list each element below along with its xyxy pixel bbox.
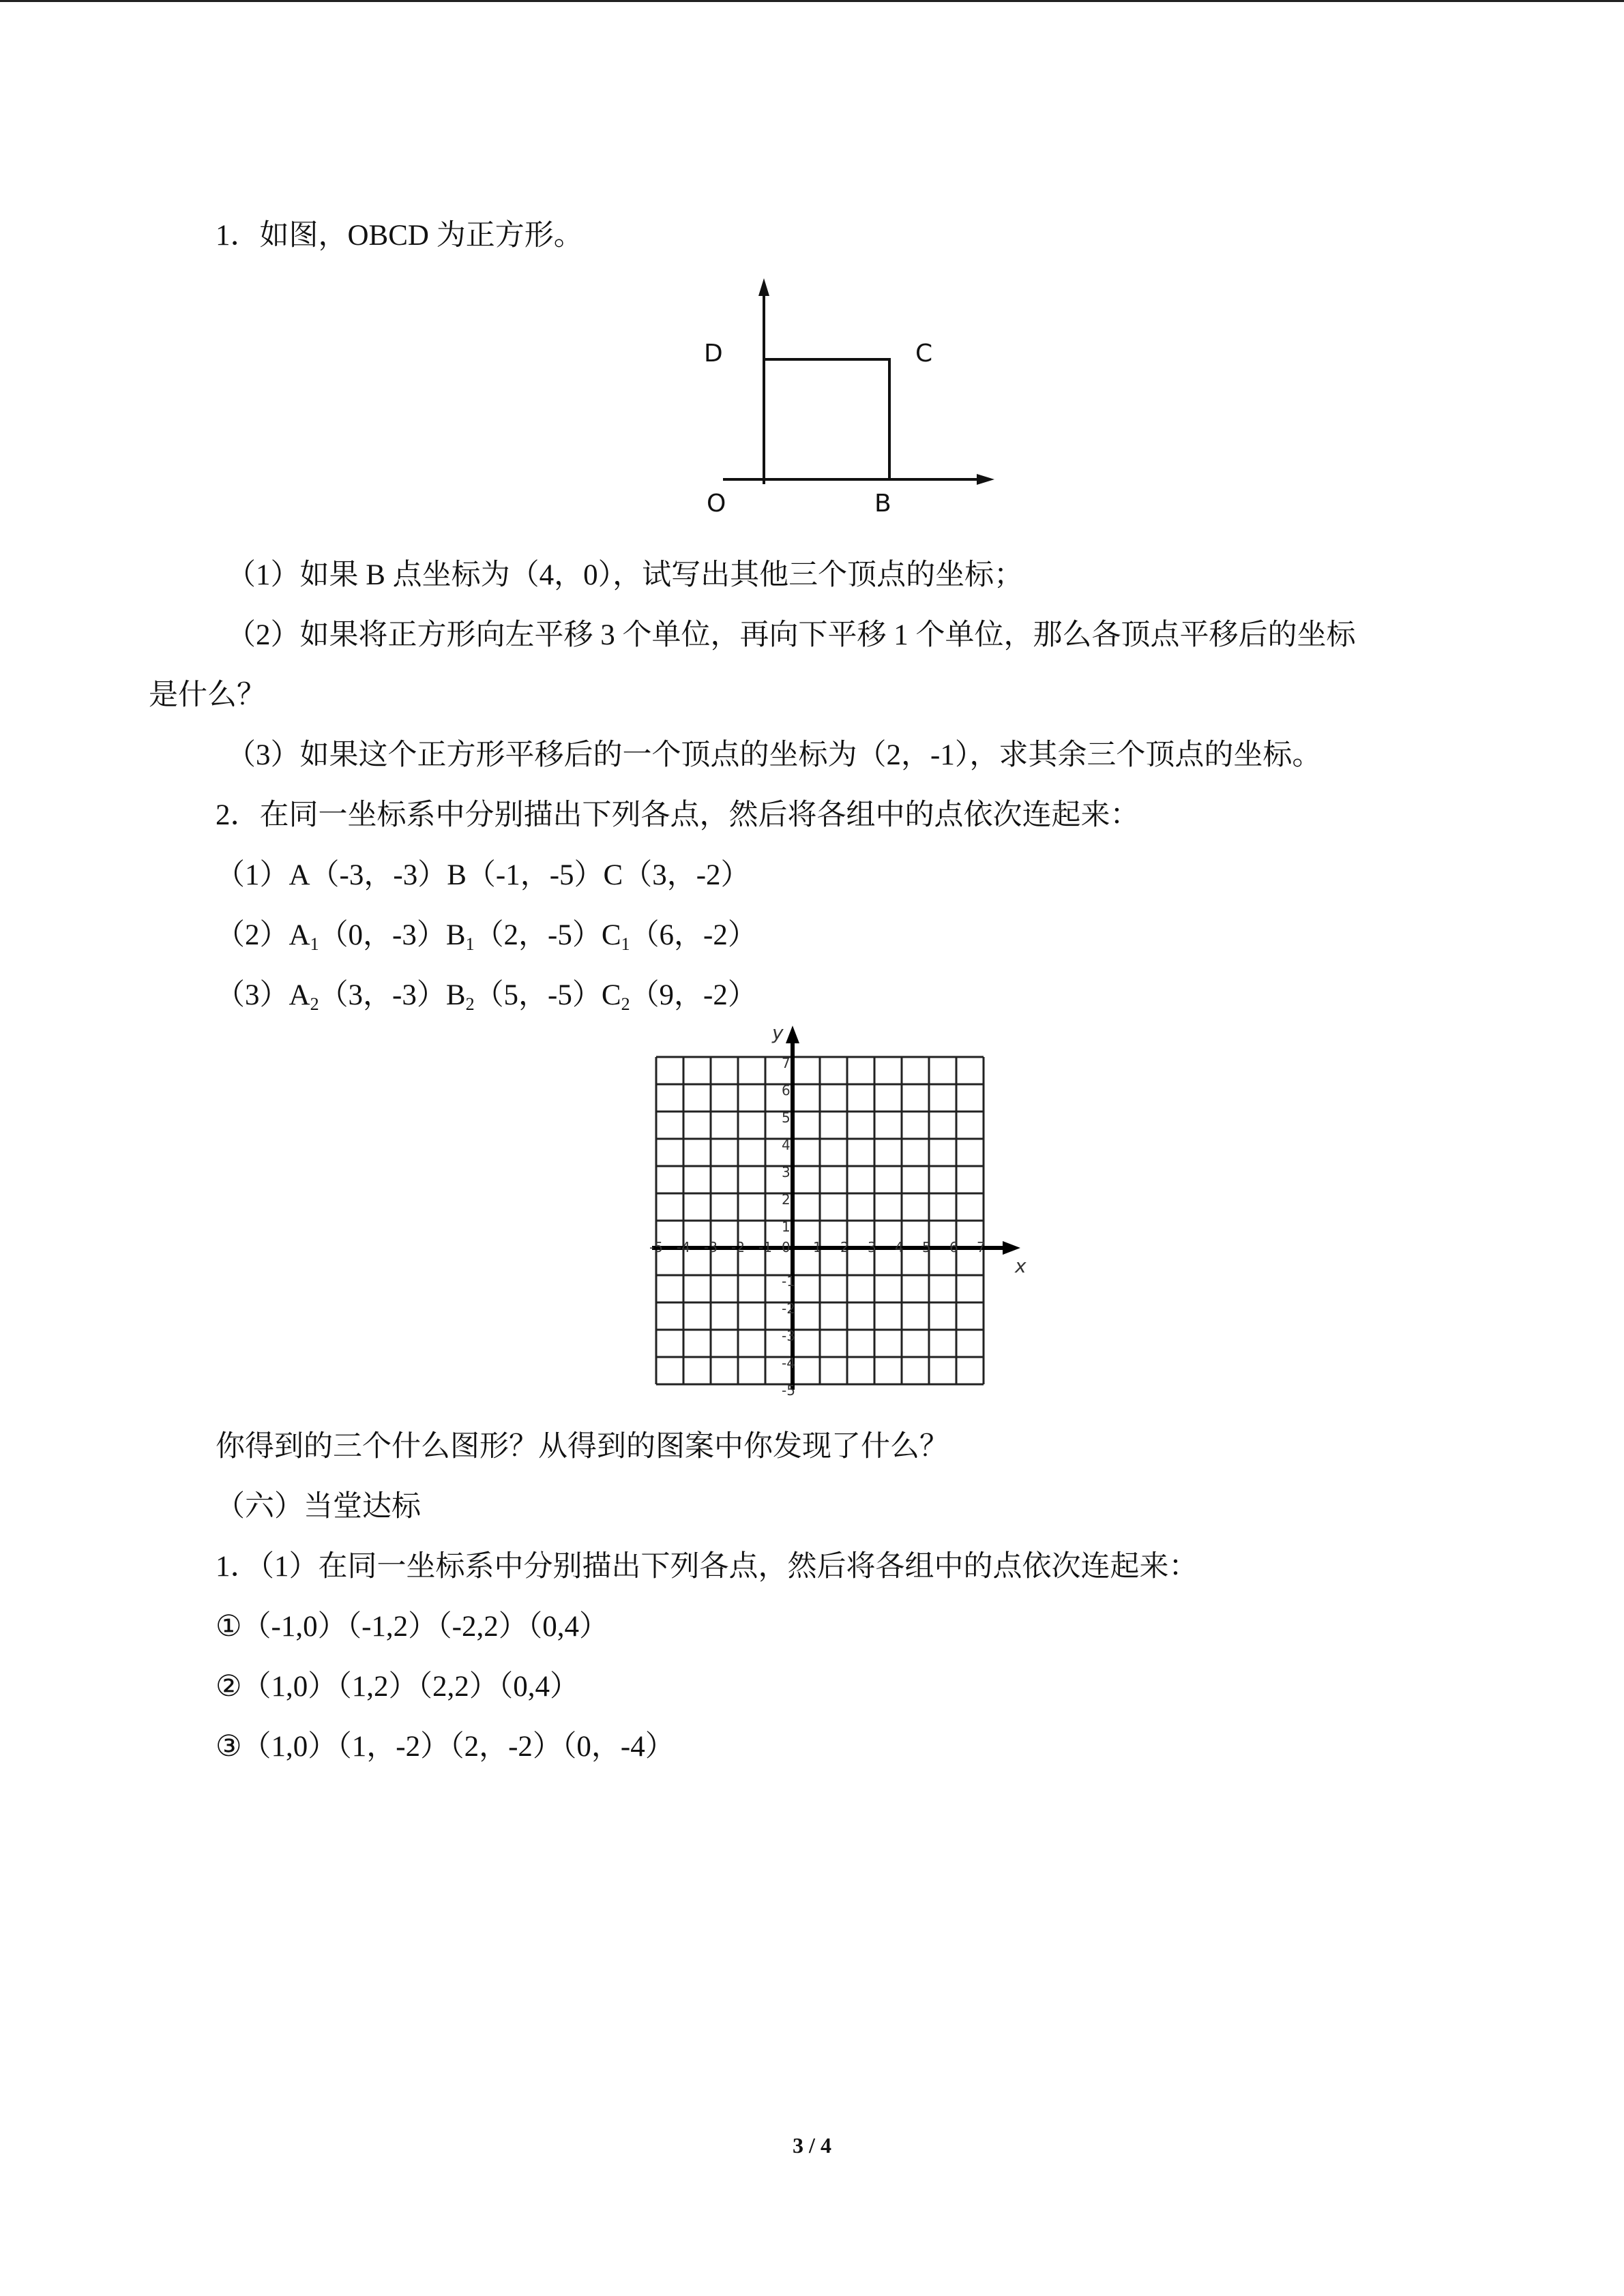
q2-group1: （1）A（-3，-3）B（-1，-5）C（3，-2） <box>216 859 750 891</box>
section6-row1: ①（-1,0）（-1,2）（-2,2）（0,4） <box>216 1611 609 1643</box>
x-tick-label: 3 <box>868 1239 876 1255</box>
square-outline <box>764 359 889 479</box>
x-arrow-head <box>977 474 994 485</box>
section6-row3: ③（1,0）（1，-2）（2，-2）（0，-4） <box>216 1731 675 1763</box>
x-tick-label: -4 <box>677 1239 690 1255</box>
x-tick-label: 4 <box>895 1239 904 1255</box>
y-tick-label: -3 <box>782 1328 795 1344</box>
q1-part1: （1）如果 B 点坐标为（4，0），试写出其他三个顶点的坐标； <box>226 559 1024 591</box>
label-O: O <box>707 490 726 518</box>
x-tick-label: -2 <box>731 1239 745 1255</box>
label-B: B <box>874 490 891 518</box>
y-tick-label: 3 <box>782 1164 791 1180</box>
page-number: 3 / 4 <box>793 2133 831 2158</box>
q2-title: 2．在同一坐标系中分别描出下列各点，然后将各组中的点依次连起来： <box>216 799 1140 831</box>
x-tick-label: 2 <box>840 1239 849 1255</box>
x-tick-label: 5 <box>922 1239 931 1255</box>
section6-heading: （六）当堂达标 <box>216 1491 421 1523</box>
grid-x-arrow <box>1003 1241 1020 1255</box>
grid-y-label: y <box>772 1022 784 1044</box>
y-tick-label: 7 <box>782 1055 791 1071</box>
grid-y-arrow <box>786 1026 799 1043</box>
y-tick-label: 4 <box>782 1137 791 1153</box>
q1-part2-line1: （2）如果将正方形向左平移 3 个单位，再向下平移 1 个单位，那么各顶点平移后的坐标 <box>226 619 1356 651</box>
section6-row2: ②（1,0）（1,2）（2,2）（0,4） <box>216 1671 580 1703</box>
grid-x-label: x <box>1015 1255 1027 1277</box>
page-top-border <box>0 0 1624 2</box>
y-tick-label: 6 <box>782 1082 791 1099</box>
x-tick-label: -1 <box>758 1239 772 1255</box>
label-C: C <box>915 340 933 368</box>
x-tick-label: -5 <box>649 1239 663 1255</box>
label-D: D <box>704 340 723 368</box>
x-tick-label: 1 <box>813 1239 822 1255</box>
section6-q1: 1．（1）在同一坐标系中分别描出下列各点，然后将各组中的点依次连起来： <box>216 1551 1198 1583</box>
y-tick-label: 5 <box>782 1109 791 1126</box>
y-arrow-head <box>758 278 769 296</box>
y-tick-label: -4 <box>782 1355 795 1371</box>
q2-question: 你得到的三个什么图形？从得到的图案中你发现了什么？ <box>216 1431 949 1463</box>
square-figure <box>704 273 1009 532</box>
y-tick-label: 2 <box>782 1191 791 1208</box>
y-tick-label: -2 <box>782 1300 795 1317</box>
q1-part3: （3）如果这个正方形平移后的一个顶点的坐标为（2，-1），求其余三个顶点的坐标。 <box>226 739 1322 771</box>
q1-part2-line2: 是什么？ <box>149 679 266 711</box>
x-tick-label: 6 <box>949 1239 958 1255</box>
y-tick-label: -5 <box>782 1382 795 1399</box>
x-tick-label: -3 <box>704 1239 718 1255</box>
q2-group2: $(2)A_1(0$，$-3)B_1(2$，$-5)C_1(6$，-2） <box>216 919 757 954</box>
x-tick-label: 7 <box>977 1239 986 1255</box>
y-tick-label: 1 <box>782 1219 791 1235</box>
q2-group3: $(3)A_2(3$，$-3)B_2(5$，$-5)C_2(9$，-2） <box>216 979 757 1014</box>
coordinate-grid <box>641 1023 1050 1405</box>
q1-title: 1．如图，OBCD 为正方形。 <box>216 220 583 252</box>
origin-label: 0 <box>782 1239 791 1255</box>
y-tick-label: -1 <box>782 1273 795 1289</box>
